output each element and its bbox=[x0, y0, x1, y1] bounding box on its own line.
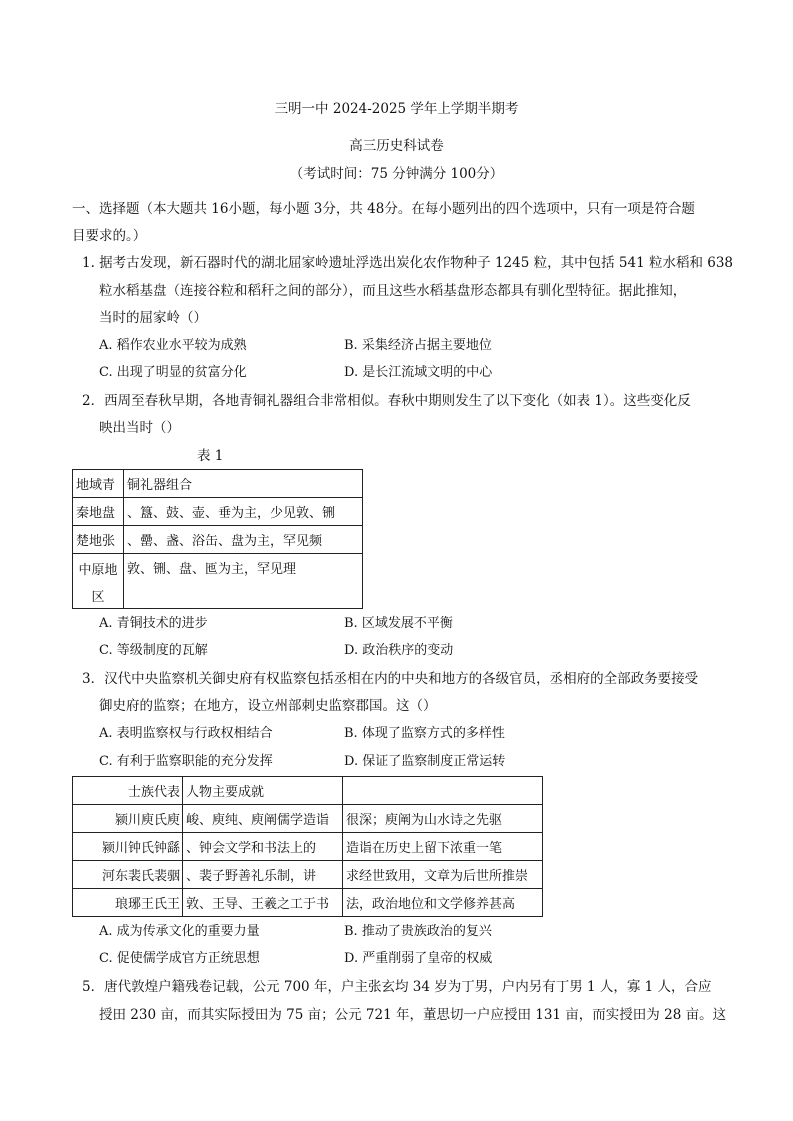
table-cell: 铜礼器组合 bbox=[124, 470, 363, 498]
q1-option-b: B. 采集经济占据主要地位 bbox=[344, 338, 492, 353]
q1-option-a: A. 稻作农业水平较为成熟 bbox=[99, 338, 247, 353]
table-cell: 颍川庾氏庾 bbox=[73, 805, 183, 833]
table-cell: 颍川钟氏钟繇 bbox=[73, 833, 183, 861]
table-cell: 求经世致用，文章为后世所推崇 bbox=[343, 861, 543, 889]
q2-option-b: B. 区域发展不平衡 bbox=[344, 616, 453, 631]
q4-option-b: B. 推动了贵族政治的复兴 bbox=[344, 924, 492, 939]
table-cell: 造诣在历史上留下浓重一笔 bbox=[343, 833, 543, 861]
table-row bbox=[73, 833, 543, 861]
table-cell: 琅琊王氏王 bbox=[73, 889, 183, 917]
table-cell: 区 bbox=[73, 582, 124, 608]
q5-stem-line1: 5．唐代敦煌户籍残卷记载，公元 700 年，户主张玄均 34 岁为丁男，户内另有丁男 1 人，寡 1 人，合应 bbox=[82, 979, 712, 995]
table-cell: 、簋、鼓、壶、垂为主，少见敦、铏 bbox=[124, 498, 363, 526]
exam-subtitle: 高三历史科试卷 bbox=[349, 138, 444, 154]
table-cell: 敦、王导、王羲之工于书 bbox=[183, 889, 343, 917]
q2-option-c: C. 等级制度的瓦解 bbox=[99, 643, 208, 658]
q1-stem-line1: 1. 据考古发现，新石器时代的湖北屈家岭遗址浮选出炭化农作物种子 1245 粒，其中包括 541 粒水稻和 638 bbox=[82, 255, 734, 271]
q3-option-b: B. 体现了监察方式的多样性 bbox=[344, 726, 505, 741]
section-heading-line2: 目要求的。） bbox=[72, 228, 147, 244]
q2-table bbox=[72, 469, 363, 609]
table-cell bbox=[343, 777, 543, 805]
q4-option-d: D. 严重削弱了皇帝的权威 bbox=[344, 951, 493, 966]
q2-table-caption: 表 1 bbox=[197, 448, 224, 464]
table-row bbox=[73, 498, 363, 526]
table-cell: 很深；庾阐为山水诗之先驱 bbox=[343, 805, 543, 833]
q3-option-d: D. 保证了监察制度正常运转 bbox=[344, 754, 506, 769]
table-cell: 地域青 bbox=[73, 470, 124, 498]
table-cell: 峻、庾纯、庾阐儒学造诣 bbox=[183, 805, 343, 833]
table-cell: 敦、铏、盘、匜为主，罕见理 bbox=[124, 554, 363, 609]
table-cell: 中原地 bbox=[73, 554, 124, 583]
table-cell: 法，政治地位和文学修养甚高 bbox=[343, 889, 543, 917]
q2-option-d: D. 政治秩序的变动 bbox=[344, 643, 454, 658]
exam-time-note: （考试时间：75 分钟满分 100分） bbox=[289, 166, 504, 182]
q1-option-d: D. 是长江流域文明的中心 bbox=[344, 365, 493, 380]
q1-stem-line3: 当时的屈家岭（） bbox=[99, 310, 207, 326]
table-row bbox=[73, 470, 363, 498]
section-heading-line1: 一、选择题（本大题共 16小题，每小题 3分，共 48分。在每小题列出的四个选项中，只有一项是符合题 bbox=[72, 201, 695, 217]
q2-option-a: A. 青铜技术的进步 bbox=[99, 616, 208, 631]
q4-option-c: C. 促使儒学成官方正统思想 bbox=[99, 951, 260, 966]
table-row bbox=[73, 805, 543, 833]
q3-option-c: C. 有利于监察职能的充分发挥 bbox=[99, 754, 273, 769]
table-cell: 、裴子野善礼乐制，讲 bbox=[183, 861, 343, 889]
exam-title: 三明一中 2024-2025 学年上学期半期考 bbox=[274, 101, 519, 117]
q2-stem-line2: 映出当时（） bbox=[99, 420, 180, 436]
table-row bbox=[73, 526, 363, 554]
table-row bbox=[73, 861, 543, 889]
table-cell: 楚地张 bbox=[73, 526, 124, 554]
table-row bbox=[73, 777, 543, 805]
q3-stem-line1: 3．汉代中央监察机关御史府有权监察包括丞相在内的中央和地方的各级官员，丞相府的全部政务要接受 bbox=[82, 671, 699, 687]
table-row bbox=[73, 554, 363, 583]
table-cell: 、钟会文学和书法上的 bbox=[183, 833, 343, 861]
table-cell: 人物主要成就 bbox=[183, 777, 343, 805]
q1-option-c: C. 出现了明显的贫富分化 bbox=[99, 365, 247, 380]
q1-stem-line2: 粒水稻基盘（连接谷粒和稻秆之间的部分），而且这些水稻基盘形态都具有驯化型特征。据此推知， bbox=[99, 283, 687, 299]
table-cell: 、罍、盏、浴缶、盘为主，罕见频 bbox=[124, 526, 363, 554]
table-cell: 士族代表 bbox=[73, 777, 183, 805]
q4-table bbox=[72, 776, 543, 917]
q3-stem-line2: 御史府的监察；在地方，设立州部刺史监察郡国。这（） bbox=[99, 698, 437, 714]
table-cell: 秦地盘 bbox=[73, 498, 124, 526]
q4-option-a: A. 成为传承文化的重要力量 bbox=[99, 924, 260, 939]
q3-option-a: A. 表明监察权与行政权相结合 bbox=[99, 726, 273, 741]
q2-stem-line1: 2．西周至春秋早期，各地青铜礼器组合非常相似。春秋中期则发生了以下变化（如表 1）。这些变化反 bbox=[82, 393, 691, 409]
table-cell: 河东裴氏裴骃 bbox=[73, 861, 183, 889]
table-row bbox=[73, 889, 543, 917]
q5-stem-line2: 授田 230 亩，而其实际授田为 75 亩；公元 721 年，董思切一户应授田 131 亩，而实授田为 28 亩。这 bbox=[99, 1007, 727, 1023]
